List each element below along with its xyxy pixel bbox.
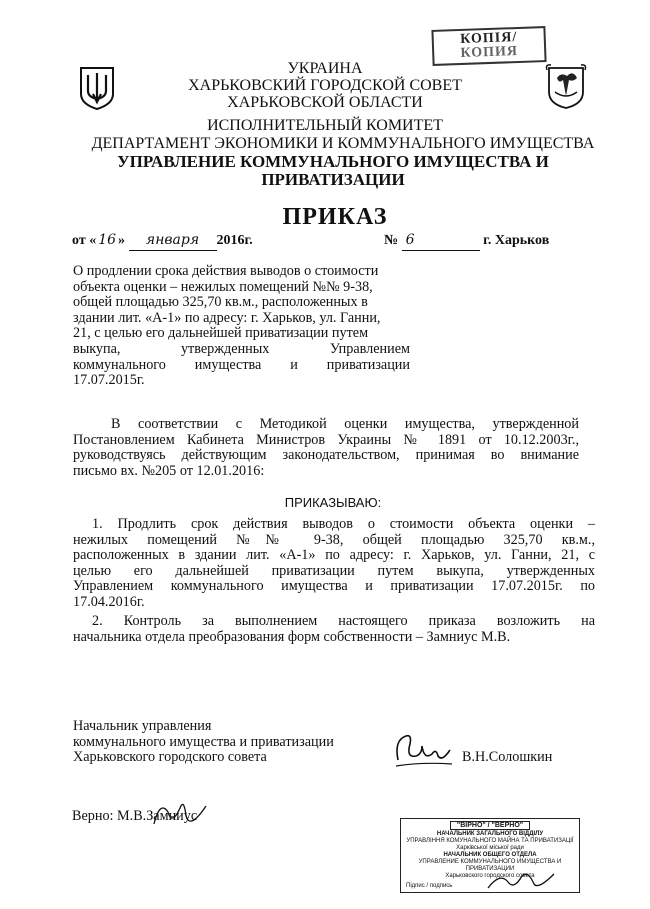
verified-line: Верно: М.В.Замниус [72, 808, 198, 824]
stamp-line: "ВІРНО" / "ВЕРНО" [450, 821, 530, 830]
signature-block [73, 719, 393, 766]
order-item-2 [73, 614, 595, 645]
stamp-signature [486, 868, 556, 894]
item1-line: Управлением коммунального имущества и приватизации 17.07.2015г. по [73, 578, 595, 595]
subject-line: 21, с целью его дальнейшей приватизации путем [73, 325, 369, 342]
item1-line: целью его дальнейшей приватизации путем выкупа, утвержденных [73, 562, 595, 579]
order-date-prefix: от « [72, 233, 97, 248]
order-word: ПРИКАЗЫВАЮ: [284, 495, 382, 510]
stamp-line: УПРАВЛІННЯ КОМУНАЛЬНОГО МАЙНА ТА ПРИВАТИЗАЦІЇ [406, 838, 574, 844]
order-year: 2016г. [216, 233, 253, 248]
order-month: января [145, 232, 200, 248]
item2-line: начальника отдела преобразования форм собственности – Замниус М.В. [73, 628, 511, 645]
order-date-line [72, 231, 292, 251]
header-committee: ИСПОЛНИТЕЛЬНЫЙ КОМИТЕТ [207, 117, 443, 134]
header-country: УКРАИНА [287, 60, 363, 77]
preamble-line: руководствуясь действующим законодательством, принимая во внимание [73, 447, 579, 464]
order-item-1 [73, 517, 595, 611]
preamble-block [73, 417, 579, 479]
item1-line: нежилых помещений №№ 9-38, общей площадью 325,70 кв.м., [73, 531, 595, 548]
stamp-line: Харківської міської ради [456, 845, 524, 851]
item2-line: 2. Контроль за выполнением настоящего приказа возложить на [92, 613, 595, 629]
subject-line: общей площадью 325,70 кв.м., расположенных в [73, 294, 368, 311]
subject-line: коммунального имущества и приватизации [73, 356, 410, 373]
subject-line: выкупа, утвержденных Управлением [73, 340, 410, 357]
subject-line: О продлении срока действия выводов о стоимости [73, 263, 379, 279]
stamp-line: Підпис / подпись [406, 883, 453, 889]
preamble-line: В соответствии с Методикой оценки имущества, утвержденной [111, 416, 579, 432]
document-title: ПРИКАЗ [282, 204, 388, 230]
order-day: 16 [98, 232, 117, 248]
subject-block [73, 264, 410, 389]
header-oblast: ХАРЬКОВСКОЙ ОБЛАСТИ [227, 94, 423, 111]
preamble-line: письмо вх. №205 от 12.01.2016: [73, 462, 265, 479]
order-number-prefix: № [384, 233, 399, 248]
subject-line: 17.07.2015г. [73, 372, 145, 389]
signature-title-line3: Харьковского городского совета [73, 749, 267, 766]
preamble-line: Постановлением Кабинета Министров Украины № 1891 от 10.12.2003г., [73, 431, 579, 448]
subject-line: объекта оценки – нежилых помещений №№ 9-38, [73, 278, 373, 295]
order-date-mid: » [118, 233, 126, 248]
order-month-field [129, 231, 217, 251]
header-council: ХАРЬКОВСКИЙ ГОРОДСКОЙ СОВЕТ [188, 77, 462, 94]
order-city: г. Харьков [483, 233, 550, 248]
verified-signature [150, 796, 210, 836]
stamp-line: Харьковского городского совета [445, 873, 535, 879]
order-number-line [384, 231, 584, 251]
copy-stamp-line2: КОПИЯ [460, 43, 519, 61]
order-number: 6 [405, 232, 415, 248]
copy-stamp-line1: КОПІЯ/ [459, 30, 518, 47]
stamp-line: УПРАВЛЕНИЕ КОММУНАЛЬНОГО ИМУЩЕСТВА И ПРИВАТИЗАЦИИ [418, 859, 562, 872]
header-directorate-line1: УПРАВЛЕНИЕ КОММУНАЛЬНОГО ИМУЩЕСТВА И [117, 152, 549, 171]
item1-line: расположенных в здании лит. «А-1» по адресу: г. Харьков, ул. Ганни, 21, с [73, 547, 595, 564]
order-number-field [402, 231, 480, 251]
stamp-line: НАЧАЛЬНИК ЗАГАЛЬНОГО ВІДДІЛУ [436, 831, 544, 837]
handwritten-signature [392, 730, 454, 770]
subject-line: здании лит. «А-1» по адресу: г. Харьков, ул. Ганни, [73, 309, 381, 326]
item1-line: 17.04.2016г. [73, 593, 145, 610]
signatory-name: В.Н.Солошкин [462, 749, 553, 765]
signature-title-line2: коммунального имущества и приватизации [73, 733, 334, 750]
signature-title-line1: Начальник управления [73, 718, 212, 734]
stamp-line: НАЧАЛЬНИК ОБЩЕГО ОТДЕЛА [443, 852, 537, 858]
header-directorate-line2: ПРИВАТИЗАЦИИ [261, 170, 405, 189]
item1-line: 1. Продлить срок действия выводов о стоимости объекта оценки – [92, 516, 595, 532]
header-department: ДЕПАРТАМЕНТ ЭКОНОМИКИ И КОММУНАЛЬНОГО ИМУЩЕСТВА [91, 135, 595, 152]
